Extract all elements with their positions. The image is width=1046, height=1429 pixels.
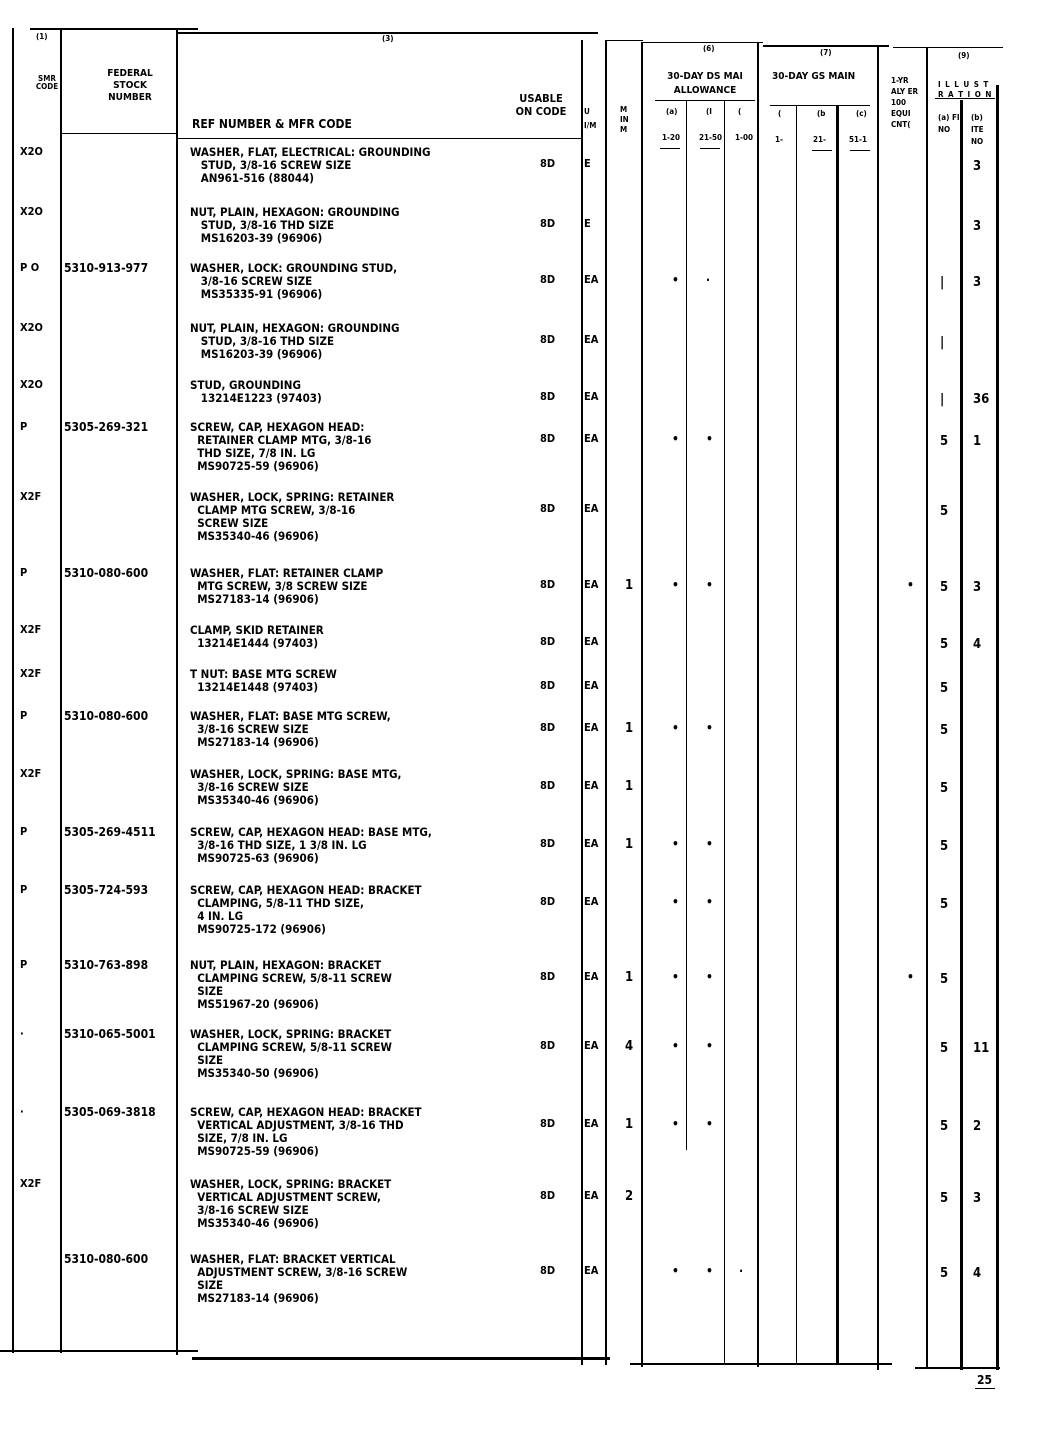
unit-of-issue-cell: EA <box>584 432 599 445</box>
part-description-cell: WASHER, LOCK: GROUNDING STUD, 3/8-16 SCREW SIZE MS35335-91 (96906) <box>190 261 398 301</box>
figure-number-cell: 5 <box>940 839 949 854</box>
part-description-cell: STUD, GROUNDING 13214E1223 (97403) <box>190 378 322 405</box>
item-number-cell: 3 <box>973 275 982 290</box>
usable-on-code-cell: 8D <box>540 432 556 445</box>
quantity-cell: 1 <box>625 837 634 852</box>
part-description-cell: WASHER, FLAT: RETAINER CLAMP MTG SCREW, 3/8 SCREW SIZE MS27183-14 (96906) <box>190 566 384 606</box>
unit-of-issue-cell: EA <box>584 390 599 403</box>
part-description-cell: SCREW, CAP, HEXAGON HEAD: BRACKET VERTICAL ADJUSTMENT, 3/8-16 THD SIZE, 7/8 IN. LG MS90725-59 (96906) <box>190 1105 422 1158</box>
figure-number-cell: | <box>940 392 945 407</box>
smr-code-cell: P <box>20 958 28 971</box>
item-no-header: (b) ITE NO <box>971 113 984 146</box>
figure-number-cell: 5 <box>940 781 949 796</box>
item-number-cell: 4 <box>973 1266 982 1281</box>
ds-allowance-a-cell: • <box>672 1117 679 1131</box>
ds-allowance-b-cell: • <box>706 837 713 851</box>
smr-code-cell: X2F <box>20 490 42 503</box>
stock-number-cell: 5310-065-5001 <box>64 1027 156 1041</box>
item-number-cell: 36 <box>973 392 990 407</box>
usable-on-code-cell: 8D <box>540 578 556 591</box>
unit-of-issue-cell: E <box>584 157 591 170</box>
ui-header: U I/M <box>584 107 597 130</box>
ds-range-a: 1-20 <box>662 133 681 142</box>
quantity-cell: 1 <box>625 721 634 736</box>
figure-number-cell: 5 <box>940 1041 949 1056</box>
part-description-cell: T NUT: BASE MTG SCREW 13214E1448 (97403) <box>190 667 337 694</box>
one-year-alw-cell: • <box>907 578 914 592</box>
stock-number-cell: 5310-080-600 <box>64 1252 149 1266</box>
ds-c-label: ( <box>738 107 742 116</box>
gs-range-b: 21- <box>813 135 827 144</box>
usable-on-code-cell: 8D <box>540 390 556 403</box>
part-description-cell: WASHER, FLAT: BASE MTG SCREW, 3/8-16 SCREW SIZE MS27183-14 (96906) <box>190 709 391 749</box>
item-number-cell: 4 <box>973 637 982 652</box>
ds-range-b: 21-50 <box>699 133 723 142</box>
figure-number-cell: 5 <box>940 504 949 519</box>
unit-of-issue-cell: EA <box>584 679 599 692</box>
smr-code-cell: X2F <box>20 623 42 636</box>
ds-allowance-a-cell: • <box>672 1039 679 1053</box>
usable-on-code-cell: 8D <box>540 837 556 850</box>
col3-number: (3) <box>382 34 394 43</box>
stock-number-cell: 5310-080-600 <box>64 709 149 723</box>
item-number-cell: 3 <box>973 580 982 595</box>
usable-on-code-cell: 8D <box>540 721 556 734</box>
unit-of-issue-cell: EA <box>584 721 599 734</box>
ds-b-label: (I <box>706 107 712 116</box>
usable-on-code-cell: 8D <box>540 502 556 515</box>
one-year-alw-cell: • <box>907 970 914 984</box>
ds-allowance-b-cell: • <box>706 970 713 984</box>
illustration-header: I L L U S T R A T I O N <box>938 80 993 99</box>
ds-allowance-b-cell: • <box>706 1264 713 1278</box>
unit-of-issue-cell: EA <box>584 1264 599 1277</box>
part-description-cell: WASHER, LOCK, SPRING: BRACKET CLAMPING SCREW, 5/8-11 SCREW SIZE MS35340-50 (96906) <box>190 1027 392 1080</box>
part-description-cell: WASHER, LOCK, SPRING: BRACKET VERTICAL ADJUSTMENT SCREW, 3/8-16 SCREW SIZE MS35340-46 (96906) <box>190 1177 392 1230</box>
part-description-cell: WASHER, LOCK, SPRING: RETAINER CLAMP MTG SCREW, 3/8-16 SCREW SIZE MS35340-46 (96906) <box>190 490 395 543</box>
smr-code-cell: P <box>20 709 28 722</box>
ds-allowance-a-cell: • <box>672 837 679 851</box>
smr-code-cell: P <box>20 566 28 579</box>
usable-on-code-cell: 8D <box>540 1117 556 1130</box>
unit-of-issue-cell: EA <box>584 273 599 286</box>
smr-code-cell: · <box>20 1027 24 1040</box>
page-number: 25 <box>977 1373 993 1387</box>
ds-allowance-b-cell: • <box>706 1117 713 1131</box>
item-number-cell: 3 <box>973 219 982 234</box>
ds-allowance-a-cell: • <box>672 1264 679 1278</box>
part-description-cell: WASHER, LOCK, SPRING: BASE MTG, 3/8-16 SCREW SIZE MS35340-46 (96906) <box>190 767 402 807</box>
usable-on-code-cell: 8D <box>540 217 556 230</box>
quantity-cell: 4 <box>625 1039 634 1054</box>
smr-code-header: SMR CODE <box>35 74 59 91</box>
ds-allowance-header: 30-DAY DS MAI ALLOWANCE <box>667 71 743 96</box>
ds-allowance-b-cell: • <box>706 895 713 909</box>
quantity-cell: 2 <box>625 1189 634 1204</box>
figure-number-cell: 5 <box>940 1191 949 1206</box>
unit-of-issue-cell: EA <box>584 1039 599 1052</box>
part-description-cell: NUT, PLAIN, HEXAGON: GROUNDING STUD, 3/8-16 THD SIZE MS16203-39 (96906) <box>190 205 400 245</box>
quantity-cell: 1 <box>625 970 634 985</box>
figure-number-cell: 5 <box>940 1266 949 1281</box>
ds-allowance-a-cell: • <box>672 432 679 446</box>
usable-on-code-cell: 8D <box>540 970 556 983</box>
ds-allowance-c-cell: · <box>739 1264 744 1278</box>
stock-number-cell: 5310-080-600 <box>64 566 149 580</box>
smr-code-cell: X2F <box>20 767 42 780</box>
ds-allowance-a-cell: • <box>672 721 679 735</box>
stock-number-cell: 5305-269-321 <box>64 420 149 434</box>
smr-code-cell: P <box>20 825 28 838</box>
part-description-cell: WASHER, FLAT: BRACKET VERTICAL ADJUSTMENT SCREW, 3/8-16 SCREW SIZE MS27183-14 (96906) <box>190 1252 408 1305</box>
usable-header: USABLE ON CODE <box>515 92 567 118</box>
figure-number-cell: 5 <box>940 637 949 652</box>
quantity-cell: 1 <box>625 578 634 593</box>
unit-of-issue-cell: EA <box>584 837 599 850</box>
stock-number-cell: 5305-724-593 <box>64 883 149 897</box>
usable-on-code-cell: 8D <box>540 273 556 286</box>
col7-number: (7) <box>820 48 832 57</box>
stock-number-cell: 5310-913-977 <box>64 261 149 275</box>
figure-number-cell: 5 <box>940 1119 949 1134</box>
usable-on-code-cell: 8D <box>540 1039 556 1052</box>
item-number-cell: 11 <box>973 1041 990 1056</box>
figure-number-cell: | <box>940 335 945 350</box>
smr-code-cell: P <box>20 420 28 433</box>
col6-number: (6) <box>703 44 715 53</box>
smr-code-cell: X2O <box>20 321 43 334</box>
usable-on-code-cell: 8D <box>540 1189 556 1202</box>
unit-of-issue-cell: EA <box>584 502 599 515</box>
part-description-cell: SCREW, CAP, HEXAGON HEAD: BRACKET CLAMPING, 5/8-11 THD SIZE, 4 IN. LG MS90725-172 (96906) <box>190 883 422 936</box>
fsn-header: FEDERAL STOCK NUMBER <box>107 68 153 103</box>
unit-of-issue-cell: EA <box>584 1117 599 1130</box>
ds-allowance-b-cell: • <box>706 578 713 592</box>
gs-range-a: 1- <box>775 135 783 144</box>
usable-on-code-cell: 8D <box>540 895 556 908</box>
one-year-header: 1-YR ALY ER 100 EQUI CNT( <box>891 76 919 129</box>
smr-code-cell: X2O <box>20 378 43 391</box>
part-description-cell: NUT, PLAIN, HEXAGON: BRACKET CLAMPING SCREW, 5/8-11 SCREW SIZE MS51967-20 (96906) <box>190 958 392 1011</box>
ds-allowance-b-cell: • <box>706 1039 713 1053</box>
ds-range-c: 1-00 <box>735 133 754 142</box>
unit-of-issue-cell: EA <box>584 970 599 983</box>
ref-header: REF NUMBER & MFR CODE <box>192 117 352 131</box>
part-description-cell: SCREW, CAP, HEXAGON HEAD: BASE MTG, 3/8-16 THD SIZE, 1 3/8 IN. LG MS90725-63 (96906) <box>190 825 432 865</box>
usable-on-code-cell: 8D <box>540 333 556 346</box>
figure-number-cell: 5 <box>940 434 949 449</box>
figure-number-cell: 5 <box>940 897 949 912</box>
ds-allowance-a-cell: • <box>672 273 679 287</box>
gs-a-label: ( <box>778 109 782 118</box>
smr-code-cell: · <box>20 1105 24 1118</box>
part-description-cell: CLAMP, SKID RETAINER 13214E1444 (97403) <box>190 623 324 650</box>
unit-of-issue-cell: EA <box>584 779 599 792</box>
item-number-cell: 1 <box>973 434 982 449</box>
ds-allowance-b-cell: • <box>706 432 713 446</box>
unit-of-issue-cell: EA <box>584 635 599 648</box>
usable-on-code-cell: 8D <box>540 635 556 648</box>
unit-of-issue-cell: EA <box>584 1189 599 1202</box>
ds-allowance-a-cell: • <box>672 895 679 909</box>
unit-of-issue-cell: EA <box>584 895 599 908</box>
unit-of-issue-cell: EA <box>584 578 599 591</box>
item-number-cell: 3 <box>973 1191 982 1206</box>
ds-allowance-a-cell: • <box>672 970 679 984</box>
gs-range-c: 51-1 <box>849 135 868 144</box>
usable-on-code-cell: 8D <box>540 779 556 792</box>
part-description-cell: WASHER, FLAT, ELECTRICAL: GROUNDING STUD, 3/8-16 SCREW SIZE AN961-516 (88044) <box>190 145 431 185</box>
smr-code-cell: X2O <box>20 145 43 158</box>
stock-number-cell: 5305-269-4511 <box>64 825 156 839</box>
ds-a-label: (a) <box>666 107 678 116</box>
ds-allowance-b-cell: · <box>706 273 711 287</box>
fig-no-header: (a) FI NO <box>938 113 960 134</box>
item-number-cell: 2 <box>973 1119 982 1134</box>
usable-on-code-cell: 8D <box>540 157 556 170</box>
stock-number-cell: 5305-069-3818 <box>64 1105 156 1119</box>
qty-header: M IN M <box>620 105 629 134</box>
smr-code-cell: P <box>20 883 28 896</box>
quantity-cell: 1 <box>625 1117 634 1132</box>
smr-code-cell: X2F <box>20 1177 42 1190</box>
quantity-cell: 1 <box>625 779 634 794</box>
smr-code-cell: P O <box>20 261 40 274</box>
usable-on-code-cell: 8D <box>540 679 556 692</box>
ds-allowance-a-cell: • <box>672 578 679 592</box>
item-number-cell: 3 <box>973 159 982 174</box>
figure-number-cell: 5 <box>940 681 949 696</box>
figure-number-cell: 5 <box>940 580 949 595</box>
col1-number: (1) <box>36 32 48 41</box>
usable-on-code-cell: 8D <box>540 1264 556 1277</box>
smr-code-cell: X2F <box>20 667 42 680</box>
unit-of-issue-cell: E <box>584 217 591 230</box>
gs-c-label: (c) <box>856 109 867 118</box>
unit-of-issue-cell: EA <box>584 333 599 346</box>
figure-number-cell: 5 <box>940 972 949 987</box>
gs-allowance-header: 30-DAY GS MAIN <box>772 71 856 82</box>
stock-number-cell: 5310-763-898 <box>64 958 149 972</box>
col9-number: (9) <box>958 51 970 60</box>
part-description-cell: SCREW, CAP, HEXAGON HEAD: RETAINER CLAMP MTG, 3/8-16 THD SIZE, 7/8 IN. LG MS90725-59 (96906) <box>190 420 372 473</box>
figure-number-cell: | <box>940 275 945 290</box>
part-description-cell: NUT, PLAIN, HEXAGON: GROUNDING STUD, 3/8-16 THD SIZE MS16203-39 (96906) <box>190 321 400 361</box>
figure-number-cell: 5 <box>940 723 949 738</box>
ds-allowance-b-cell: • <box>706 721 713 735</box>
gs-b-label: (b <box>817 109 826 118</box>
smr-code-cell: X2O <box>20 205 43 218</box>
